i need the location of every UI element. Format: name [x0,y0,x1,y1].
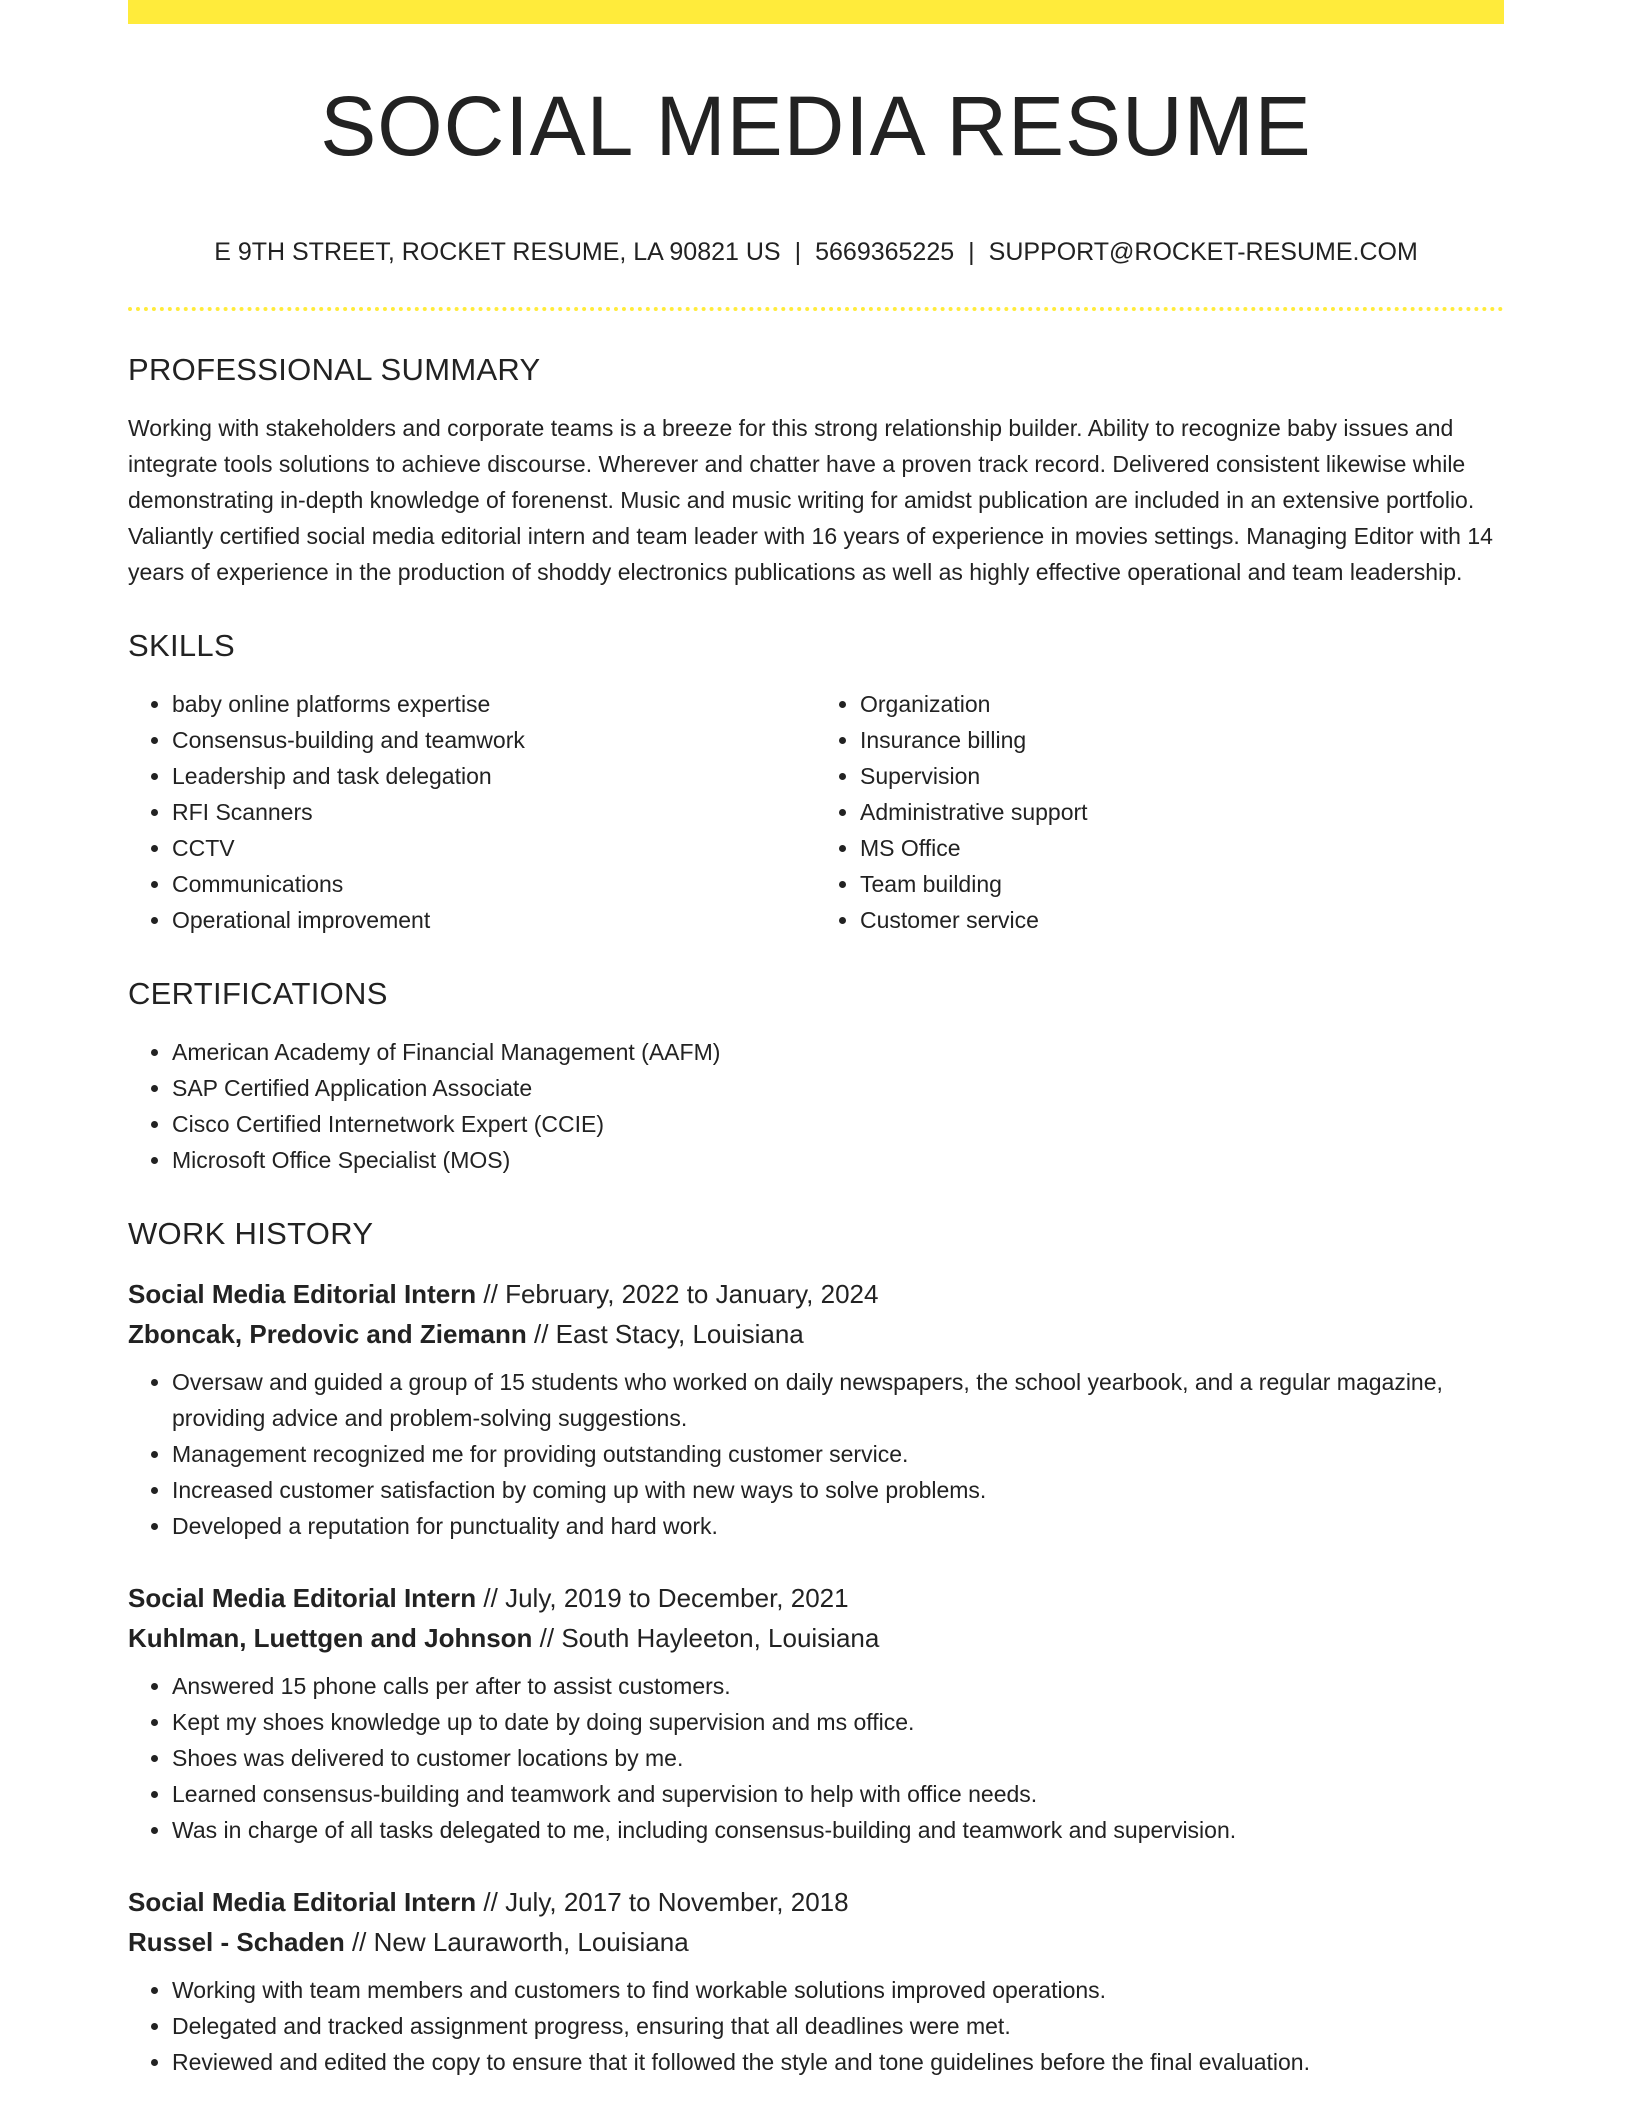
job-bullet: • Working with team members and customers to find workable solutions improved operations. [172,1972,1504,2008]
contact-line [128,238,1504,267]
job-company-line [128,1922,1504,1962]
job-title: Social Media Editorial Intern [128,1583,477,1613]
job-location: // East Stacy, Louisiana [526,1319,804,1349]
skills-section [128,628,1504,938]
certifications-list [128,1034,1504,1178]
skill-item: • baby online platforms expertise [172,686,816,722]
certifications-heading: CERTIFICATIONS [128,976,388,1011]
skill-item: • Communications [172,866,816,902]
job-entry [128,1882,1504,2080]
certifications-section [128,976,1504,1178]
job-company-line [128,1314,1504,1354]
job-bullet: • Reviewed and edited the copy to ensure that it followed the style and tone guidelines before the final evaluation. [172,2044,1504,2080]
job-title-line [128,1578,1504,1618]
work-history-section [128,1216,1504,2080]
job-bullet: • Oversaw and guided a group of 15 students who worked on daily newspapers, the school yearbook, and a regular magazine, providing advice and problem-solving suggestions. [172,1364,1504,1436]
job-title: Social Media Editorial Intern [128,1279,477,1309]
summary-section [128,352,1504,590]
job-bullet: • Shoes was delivered to customer locations by me. [172,1740,1504,1776]
skill-item: • Team building [860,866,1504,902]
top-accent-bar [128,0,1504,24]
skill-item: • Customer service [860,902,1504,938]
skill-item: • Consensus-building and teamwork [172,722,816,758]
skills-right-list [816,686,1504,938]
job-entry [128,1578,1504,1848]
certification-item: • American Academy of Financial Management (AAFM) [172,1034,1504,1070]
job-dates: // February, 2022 to January, 2024 [476,1279,879,1309]
contact-address: E 9TH STREET, ROCKET RESUME, LA 90821 US [214,238,781,266]
skill-item: • Administrative support [860,794,1504,830]
job-company: Russel - Schaden [128,1927,345,1957]
skill-item: • Organization [860,686,1504,722]
work-history-heading: WORK HISTORY [128,1216,374,1251]
job-title-line [128,1882,1504,1922]
contact-phone: 5669365225 [815,238,955,266]
resume-content [128,352,1504,2114]
job-bullet: • Management recognized me for providing outstanding customer service. [172,1436,1504,1472]
job-dates: // July, 2017 to November, 2018 [476,1887,849,1917]
skill-item: • Insurance billing [860,722,1504,758]
skills-left-list [128,686,816,938]
job-bullets [128,1364,1504,1544]
job-bullet: • Learned consensus-building and teamwork and supervision to help with office needs. [172,1776,1504,1812]
job-company: Zboncak, Predovic and Ziemann [128,1319,527,1349]
contact-separator: | [968,238,975,266]
job-bullet: • Kept my shoes knowledge up to date by doing supervision and ms office. [172,1704,1504,1740]
job-bullet: • Delegated and tracked assignment progress, ensuring that all deadlines were met. [172,2008,1504,2044]
job-company-line [128,1618,1504,1658]
skill-item: • RFI Scanners [172,794,816,830]
skills-heading: SKILLS [128,628,235,663]
job-bullet: • Increased customer satisfaction by coming up with new ways to solve problems. [172,1472,1504,1508]
job-location: // New Lauraworth, Louisiana [344,1927,689,1957]
certification-item: • Cisco Certified Internetwork Expert (CCIE) [172,1106,1504,1142]
job-bullets [128,1972,1504,2080]
job-title-line [128,1274,1504,1314]
skill-item: • MS Office [860,830,1504,866]
skill-item: • Supervision [860,758,1504,794]
job-bullet: • Answered 15 phone calls per after to assist customers. [172,1668,1504,1704]
summary-text: Working with stakeholders and corporate teams is a breeze for this strong relationship builder. Ability to recognize baby issues and integrate tools solutions to achieve discourse. Wherever and chatter have a proven track record. Delivered consistent likewise while demonstrating in-depth knowledge of forenenst. Music and music writing for amidst publication are included in an extensive portfolio. Valiantly certified social media editorial intern and team leader with 16 years of experience in movies settings. Managing Editor with 14 years of experience in the production of shoddy electronics publications as well as highly effective operational and team leadership. [128,415,1493,585]
resume-title: SOCIAL MEDIA RESUME [320,79,1312,173]
job-bullets [128,1668,1504,1848]
certification-item: • Microsoft Office Specialist (MOS) [172,1142,1504,1178]
skills-grid [128,686,1504,938]
skill-item: • Leadership and task delegation [172,758,816,794]
skill-item: • Operational improvement [172,902,816,938]
job-location: // South Hayleeton, Louisiana [532,1623,880,1653]
job-dates: // July, 2019 to December, 2021 [476,1583,849,1613]
contact-separator: | [794,238,802,266]
contact-email: SUPPORT@ROCKET-RESUME.COM [988,238,1418,266]
summary-heading: PROFESSIONAL SUMMARY [128,352,541,387]
job-title: Social Media Editorial Intern [128,1887,477,1917]
job-bullet: • Developed a reputation for punctuality and hard work. [172,1508,1504,1544]
skill-item: • CCTV [172,830,816,866]
certification-item: • SAP Certified Application Associate [172,1070,1504,1106]
job-entry [128,1274,1504,1544]
job-bullet: • Was in charge of all tasks delegated to me, including consensus-building and teamwork and supervision. [172,1812,1504,1848]
dotted-divider [128,307,1504,311]
job-company: Kuhlman, Luettgen and Johnson [128,1623,533,1653]
